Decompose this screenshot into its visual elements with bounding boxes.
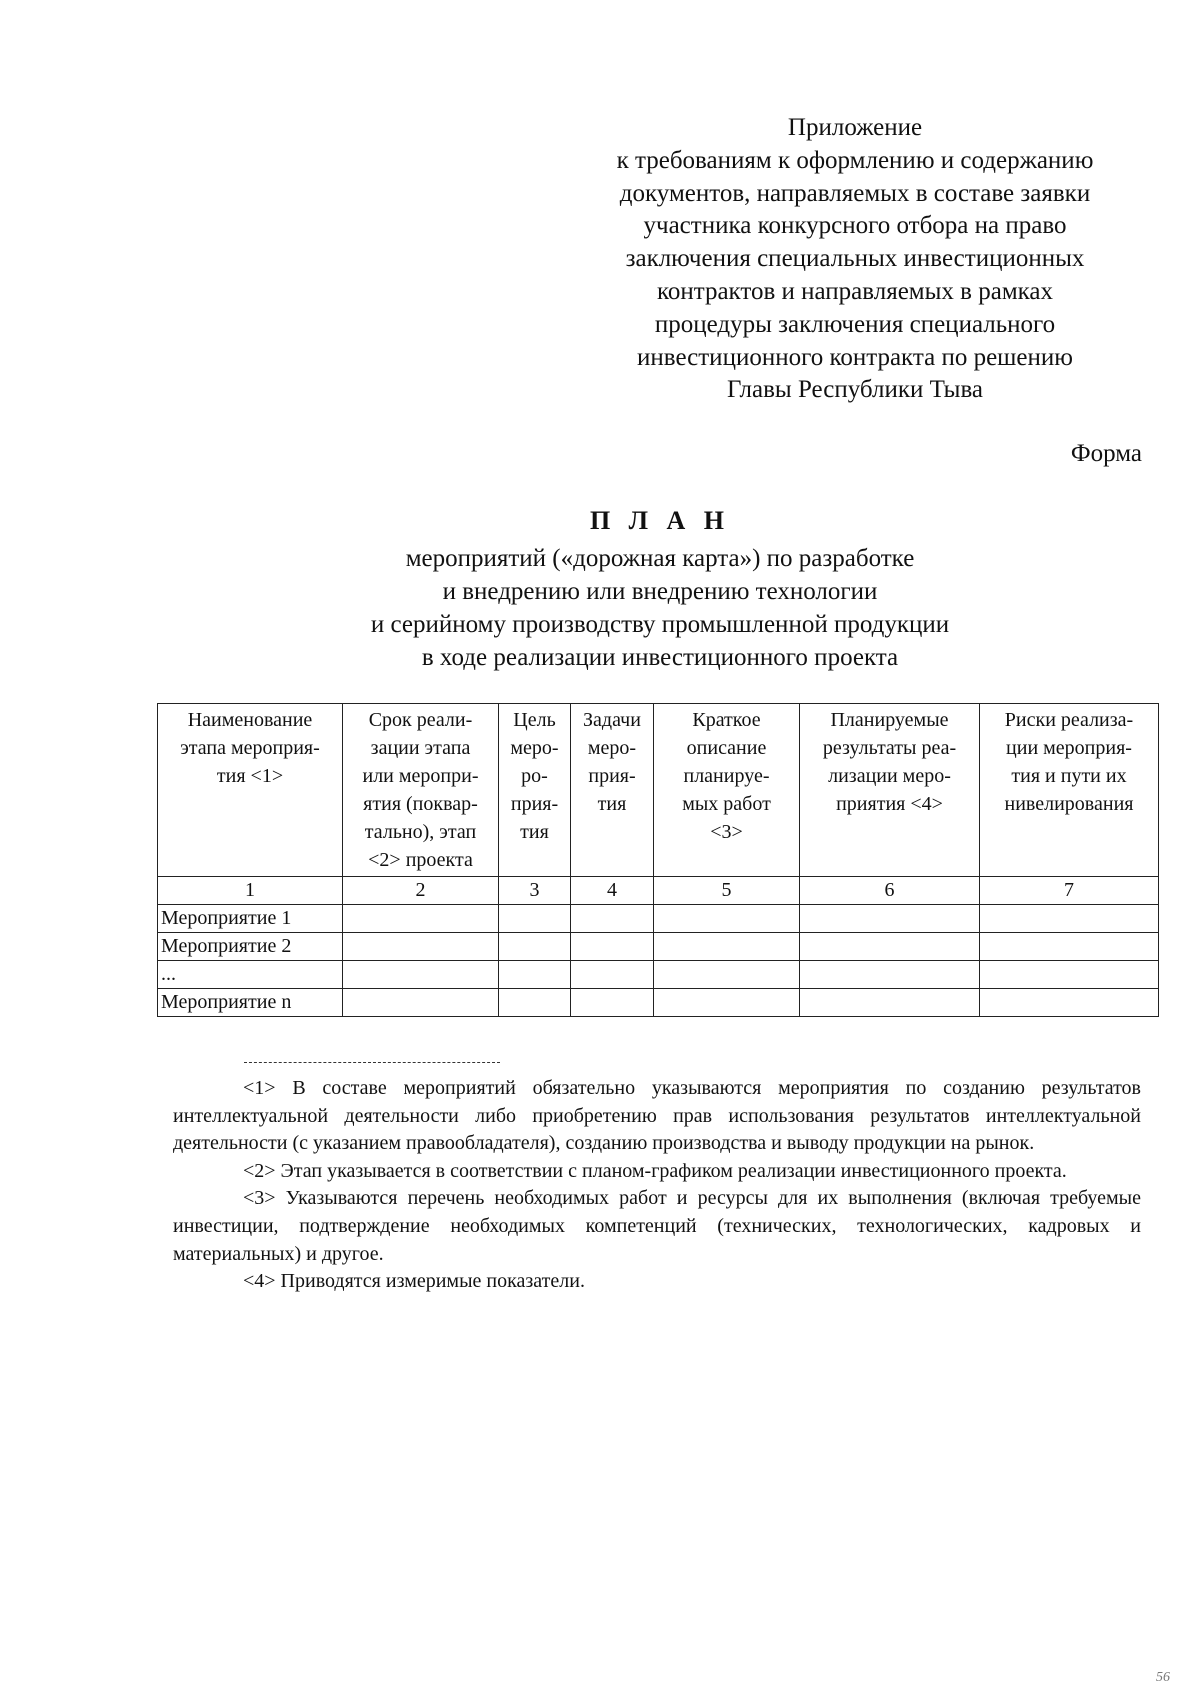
table-cell: Мероприятие n	[158, 989, 343, 1017]
column-number-row	[158, 877, 1159, 905]
column-number: 3	[499, 877, 571, 905]
appendix-line: контрактов и направляемых в рамках	[656, 277, 1054, 305]
table-cell	[800, 989, 980, 1017]
table-cell	[980, 905, 1159, 933]
appendix-line: участника конкурсного отбора на право	[643, 212, 1067, 240]
table-cell	[499, 989, 571, 1017]
footnotes	[173, 1075, 1141, 1296]
table-row	[158, 933, 1159, 961]
header-description: Краткое описание планируе- мых работ <3>	[654, 704, 800, 877]
table-cell	[800, 933, 980, 961]
table-cell	[980, 933, 1159, 961]
table-cell: ...	[158, 961, 343, 989]
table-cell	[571, 961, 654, 989]
table-cell	[499, 961, 571, 989]
column-number: 5	[654, 877, 800, 905]
table-cell	[800, 905, 980, 933]
table-cell	[571, 933, 654, 961]
column-number: 2	[343, 877, 499, 905]
table-cell	[654, 989, 800, 1017]
table-row	[158, 989, 1159, 1017]
plan-subtitle	[240, 542, 1080, 674]
footnote-separator	[244, 1062, 500, 1063]
footnote-3: <3> Указываются перечень необходимых работ и ресурсы для их выполнения (включая требуемые инвестиции, подтверждение необходимых компетенций (технических, технологических, кадровых и материальных) и другое.	[173, 1187, 1141, 1265]
roadmap-table	[157, 703, 1159, 1017]
appendix-line: Главы Республики Тыва	[726, 376, 984, 404]
table-row	[158, 961, 1159, 989]
table-cell	[980, 989, 1159, 1017]
column-number: 4	[571, 877, 654, 905]
header-stage-name: Наименование этапа мероприя- тия <1>	[158, 704, 343, 877]
plan-subtitle-line: и серийному производству промышленной продукции	[370, 611, 950, 638]
table-cell	[654, 933, 800, 961]
plan-subtitle-line: в ходе реализации инвестиционного проекта	[421, 644, 899, 671]
table-cell: Мероприятие 1	[158, 905, 343, 933]
appendix-line: к требованиям к оформлению и содержанию	[616, 146, 1094, 174]
form-label: Форма	[1070, 440, 1142, 467]
table-cell	[343, 989, 499, 1017]
column-number: 6	[800, 877, 980, 905]
footnote-1: <1> В составе мероприятий обязательно указываются мероприятия по созданию результатов интеллектуальной деятельности либо приобретению прав использования результатов интеллектуальной деятельности (с указанием правообладателя), созданию производства и выводу продукции на рынок.	[173, 1077, 1141, 1155]
page-mark: 56	[1156, 1670, 1170, 1685]
header-tasks: Задачи меро- прия- тия	[571, 704, 654, 877]
header-results: Планируемые результаты реа- лизации меро- приятия <4>	[800, 704, 980, 877]
plan-subtitle-line: и внедрению или внедрению технологии	[442, 578, 878, 605]
appendix-line: заключения специальных инвестиционных	[625, 245, 1085, 273]
table-cell: Мероприятие 2	[158, 933, 343, 961]
table-cell	[343, 933, 499, 961]
column-number: 7	[980, 877, 1159, 905]
plan-subtitle-line: мероприятий («дорожная карта») по разработке	[405, 545, 915, 572]
appendix-line: процедуры заключения специального	[654, 310, 1056, 338]
table-cell	[654, 961, 800, 989]
header-deadline: Срок реали- зации этапа или меропри- ятия (поквар- тально), этап <2> проекта	[343, 704, 499, 877]
header-risks: Риски реализа- ции мероприя- тия и пути их нивелирования	[980, 704, 1159, 877]
table-row	[158, 905, 1159, 933]
table-cell	[343, 905, 499, 933]
table-cell	[800, 961, 980, 989]
table-cell	[571, 989, 654, 1017]
plan-heading: П Л А Н	[589, 506, 731, 535]
table-cell	[654, 905, 800, 933]
table-cell	[343, 961, 499, 989]
table-cell	[499, 905, 571, 933]
header-goal: Цель меро- ро- прия- тия	[499, 704, 571, 877]
table-header-row	[158, 704, 1159, 877]
appendix-title: Приложение	[787, 114, 923, 141]
appendix-block	[560, 112, 1150, 407]
table-cell	[571, 905, 654, 933]
column-number: 1	[158, 877, 343, 905]
footnote-2: <2> Этап указывается в соответствии с планом-графиком реализации инвестиционного проекта.	[243, 1159, 1067, 1182]
appendix-line: инвестиционного контракта по решению	[637, 343, 1073, 371]
footnote-4: <4> Приводятся измеримые показатели.	[243, 1270, 585, 1293]
appendix-line: документов, направляемых в составе заявки	[619, 179, 1091, 207]
table-cell	[980, 961, 1159, 989]
table-cell	[499, 933, 571, 961]
